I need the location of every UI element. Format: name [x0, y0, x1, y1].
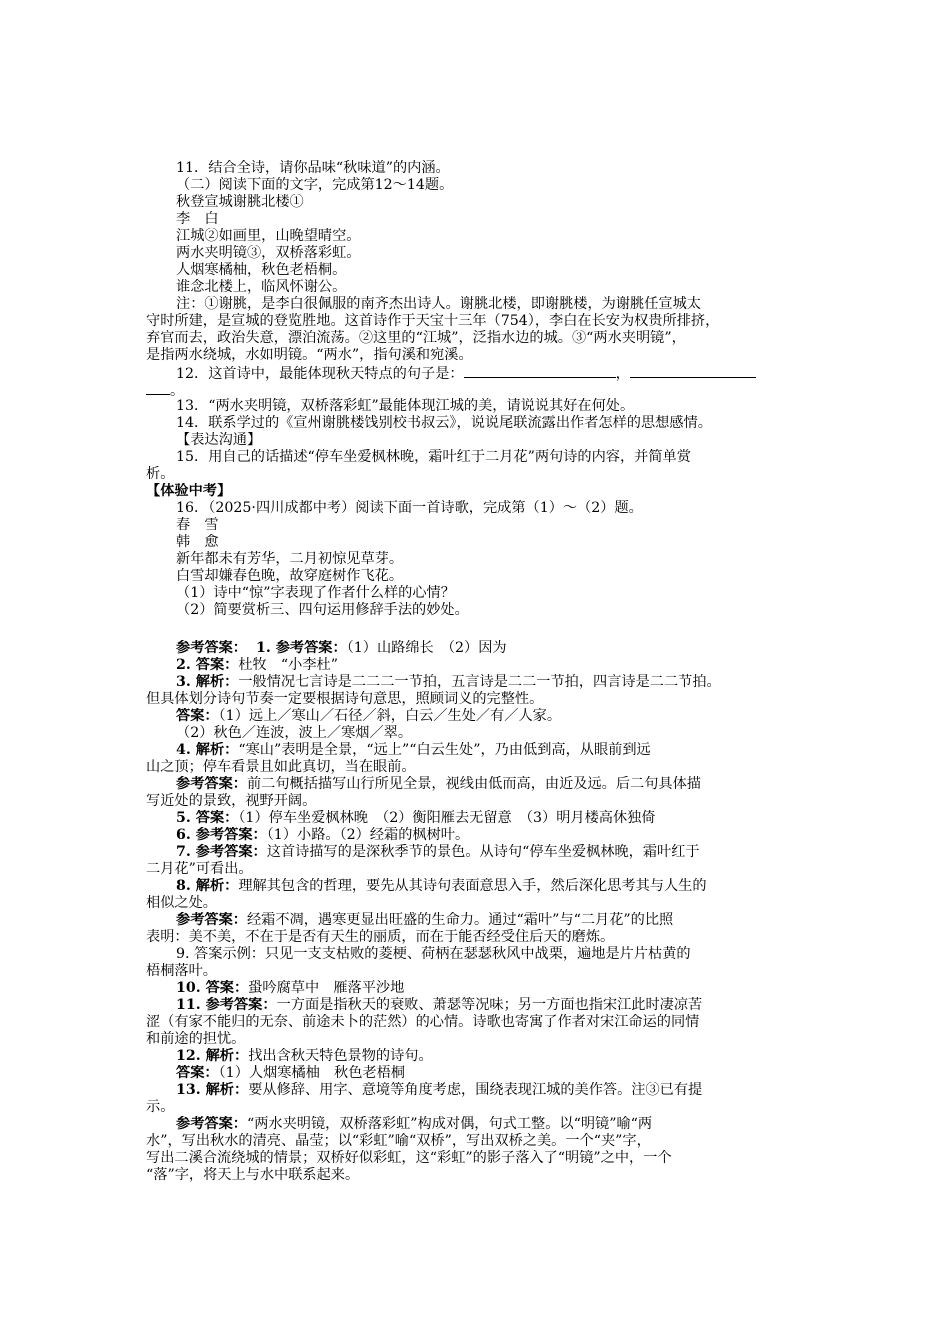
answer-text: 杜牧 “小李杜” — [238, 657, 338, 673]
answer-13 — [176, 1082, 810, 1099]
section-2-intro: （二）阅读下面的文字，完成第12～14题。 — [176, 177, 454, 193]
answer-label: 12. 解析： — [176, 1048, 249, 1064]
separator: ， — [615, 366, 630, 382]
answer-3-cont: 但具体划分诗句节奏一定要根据诗句意思，照顾词义的完整性。 — [146, 691, 544, 707]
answer-label: 答案： — [176, 708, 219, 724]
answer-1 — [176, 640, 810, 657]
answer-3-answer-2: （2）秋色／连波，波上／寒烟／翠。 — [176, 725, 413, 741]
answer-label: 10. 答案： — [176, 980, 249, 996]
answer-blank[interactable] — [146, 381, 170, 395]
answer-blank[interactable] — [630, 364, 756, 378]
answer-5 — [176, 810, 810, 827]
answer-label: 3. 解析： — [176, 674, 239, 690]
poem-line: 新年都未有芳华，二月初惊见草芽。 — [176, 551, 404, 567]
answer-label: 参考答案： — [176, 1116, 247, 1132]
question-16: 16．（2025·四川成都中考）阅读下面一首诗歌，完成第（1）～（2）题。 — [176, 500, 643, 516]
answer-label: 参考答案： — [176, 912, 247, 928]
question-15: 15．用自己的话描述“停车坐爱枫林晚，霜叶红于二月花”两句诗的内容，并简单赏 — [176, 449, 691, 465]
answer-label: 答案： — [176, 1065, 219, 1081]
answer-13-cont: 示。 — [146, 1099, 175, 1115]
poem-author: 李 白 — [176, 211, 219, 227]
note-line: 是指两水绕城，水如明镜。“两水”，指句溪和宛溪。 — [146, 347, 473, 363]
question-14: 14．联系学过的《宣州谢朓楼饯别校书叔云》，说说尾联流露出作者怎样的思想感情。 — [176, 415, 712, 431]
question-16-2: （2）简要赏析三、四句运用修辞手法的妙处。 — [176, 602, 469, 618]
answer-11-cont: 涩（有家不能归的无奈、前途未卜的茫然）的心情。诗歌也寄寓了作者对宋江命运的同情 — [146, 1014, 700, 1030]
answer-text: “寒山”表明是全景，“远上”“白云生处”，乃由低到高，从眼前到远 — [238, 742, 651, 758]
answer-4 — [176, 742, 810, 759]
note-line: 弃官而去，政治失意，漂泊流荡。②这里的“江城”，泛指水边的城。③“两水夹明镜”， — [146, 330, 686, 346]
answer-8 — [176, 878, 810, 895]
answer-text: （1）人烟寒橘柚 秋色老梧桐 — [218, 1065, 405, 1081]
answer-label: 5. 答案： — [176, 810, 239, 826]
answer-4-answer — [176, 776, 810, 793]
answer-text: 理解其包含的哲理，要先从其诗句表面意思入手，然后深化思考其与人生的 — [238, 878, 707, 894]
answer-7 — [176, 844, 810, 861]
answer-12-answer — [176, 1065, 810, 1082]
answer-blank[interactable] — [464, 364, 616, 378]
section-exam: 【体验中考】 — [146, 483, 232, 499]
answer-label: 13. 解析： — [176, 1082, 249, 1098]
question-11: 11．结合全诗，请你品味“秋味道”的内涵。 — [176, 160, 450, 176]
answer-8-cont: 相似之处。 — [146, 895, 217, 911]
answer-2 — [176, 657, 810, 674]
answer-label: 8. 解析： — [176, 878, 239, 894]
answer-text: （1）山路绵长 （2）因为 — [346, 640, 507, 656]
poem-title: 春 雪 — [176, 517, 219, 533]
answer-11-cont: 和前途的担忧。 — [146, 1031, 246, 1047]
question-13: 13．“两水夹明镜，双桥落彩虹”最能体现江城的美，请说说其好在何处。 — [176, 398, 635, 414]
answer-8-answer — [176, 912, 810, 929]
question-16-1: （1）诗中“惊”字表现了作者什么样的心情？ — [176, 585, 455, 601]
answer-13-answer-cont: “落”字，将天上与水中联系起来。 — [146, 1167, 360, 1183]
poem-line: 谁念北楼上，临风怀谢公。 — [176, 279, 347, 295]
answer-label: 参考答案： — [176, 640, 247, 656]
answer-3-answer — [176, 708, 810, 725]
note-line: 守时所建，是宣城的登览胜地。这首诗作于天宝十三年（754），李白在长安为权贵所排挤， — [146, 313, 720, 329]
answer-3 — [176, 674, 810, 691]
poem-line: 白雪却嫌春色晚，故穿庭树作飞花。 — [176, 568, 404, 584]
answer-9: 9. 答案示例：只见一支支枯败的菱梗、荷柄在瑟瑟秋风中战栗，遍地是片片枯黄的 — [176, 946, 691, 962]
answer-13-answer — [176, 1116, 810, 1133]
answer-text: 找出含秋天特色景物的诗句。 — [248, 1048, 433, 1064]
section-expression: 【表达沟通】 — [176, 432, 262, 448]
note-line: 注：①谢脁，是李白很佩服的南齐杰出诗人。谢脁北楼，即谢脁楼，为谢脁任宣城太 — [176, 296, 701, 312]
answer-4-answer-cont: 写近处的景致，视野开阔。 — [146, 793, 317, 809]
answer-6 — [176, 827, 810, 844]
answer-label: 参考答案： — [176, 776, 247, 792]
answer-13-answer-cont: 水”，写出秋水的清亮、晶莹；以“彩虹”喻“双桥”，写出双桥之美。一个“夹”字， — [146, 1133, 651, 1149]
answer-text: 前二句概括描写山行所见全景，视线由低而高，由近及远。后二句具体描 — [246, 776, 701, 792]
period: 。 — [170, 383, 185, 399]
answer-label: 2. 答案： — [176, 657, 239, 673]
question-12-text: 12．这首诗中，最能体现秋天特点的句子是： — [176, 366, 464, 382]
answer-4-cont: 山之顶；停车看景且如此真切，当在眼前。 — [146, 759, 416, 775]
poem-title: 秋登宣城谢脁北楼① — [176, 194, 304, 210]
answer-11 — [176, 997, 810, 1014]
answer-12 — [176, 1048, 810, 1065]
answer-label: 7. 参考答案： — [176, 844, 267, 860]
answer-label: 4. 解析： — [176, 742, 239, 758]
answer-10 — [176, 980, 810, 997]
answer-text: （1）停车坐爱枫林晚 （2）衡阳雁去无留意 （3）明月楼高休独倚 — [238, 810, 656, 826]
answer-text: （1）小路。（2）经霜的枫树叶。 — [266, 827, 470, 843]
poem-line: 江城②如画里，山晚望晴空。 — [176, 228, 361, 244]
answer-text: 经霜不凋，遇寒更显出旺盛的生命力。通过“霜叶”与“二月花”的比照 — [246, 912, 674, 928]
answer-text: 一般情况七言诗是二二二一节拍，五言诗是二二一节拍，四言诗是二二节拍。 — [238, 674, 721, 690]
poem-author: 韩 愈 — [176, 534, 219, 550]
answer-13-answer-cont: 写出二溪合流绕城的情景；双桥好似彩虹，这“彩虹”的影子落入了“明镜”之中，一个 — [146, 1150, 672, 1166]
answer-text: 要从修辞、用字、意境等角度考虑，围绕表现江城的美作答。注③已有提 — [248, 1082, 703, 1098]
answer-text: “两水夹明镜，双桥落彩虹”构成对偶，句式工整。以“明镜”喻“两 — [246, 1116, 653, 1132]
poem-line: 人烟寒橘柚，秋色老梧桐。 — [176, 262, 347, 278]
answer-8-answer-cont: 表明：美不美，不在于是否有天生的丽质，而在于能否经受住后天的磨炼。 — [146, 929, 615, 945]
answer-text: 蛩吟腐草中 雁落平沙地 — [248, 980, 405, 996]
answer-label: 11. 参考答案： — [176, 997, 277, 1013]
answer-label: 6. 参考答案： — [176, 827, 267, 843]
answer-text: （1）远上／寒山／石径／斜，白云／生处／有／人家。 — [218, 708, 562, 724]
answer-text: 这首诗描写的是深秋季节的景色。从诗句“停车坐爱枫林晚，霜叶红于 — [266, 844, 700, 860]
answer-text: 一方面是指秋天的衰败、萧瑟等况味；另一方面也指宋江此时凄凉苦 — [276, 997, 703, 1013]
answer-9-cont: 梧桐落叶。 — [146, 963, 217, 979]
poem-line: 两水夹明镜③，双桥落彩虹。 — [176, 245, 361, 261]
answer-7-cont: 二月花”可看出。 — [146, 861, 253, 877]
question-15-cont: 析。 — [146, 466, 175, 482]
answer-label: 1. 参考答案： — [255, 640, 347, 656]
